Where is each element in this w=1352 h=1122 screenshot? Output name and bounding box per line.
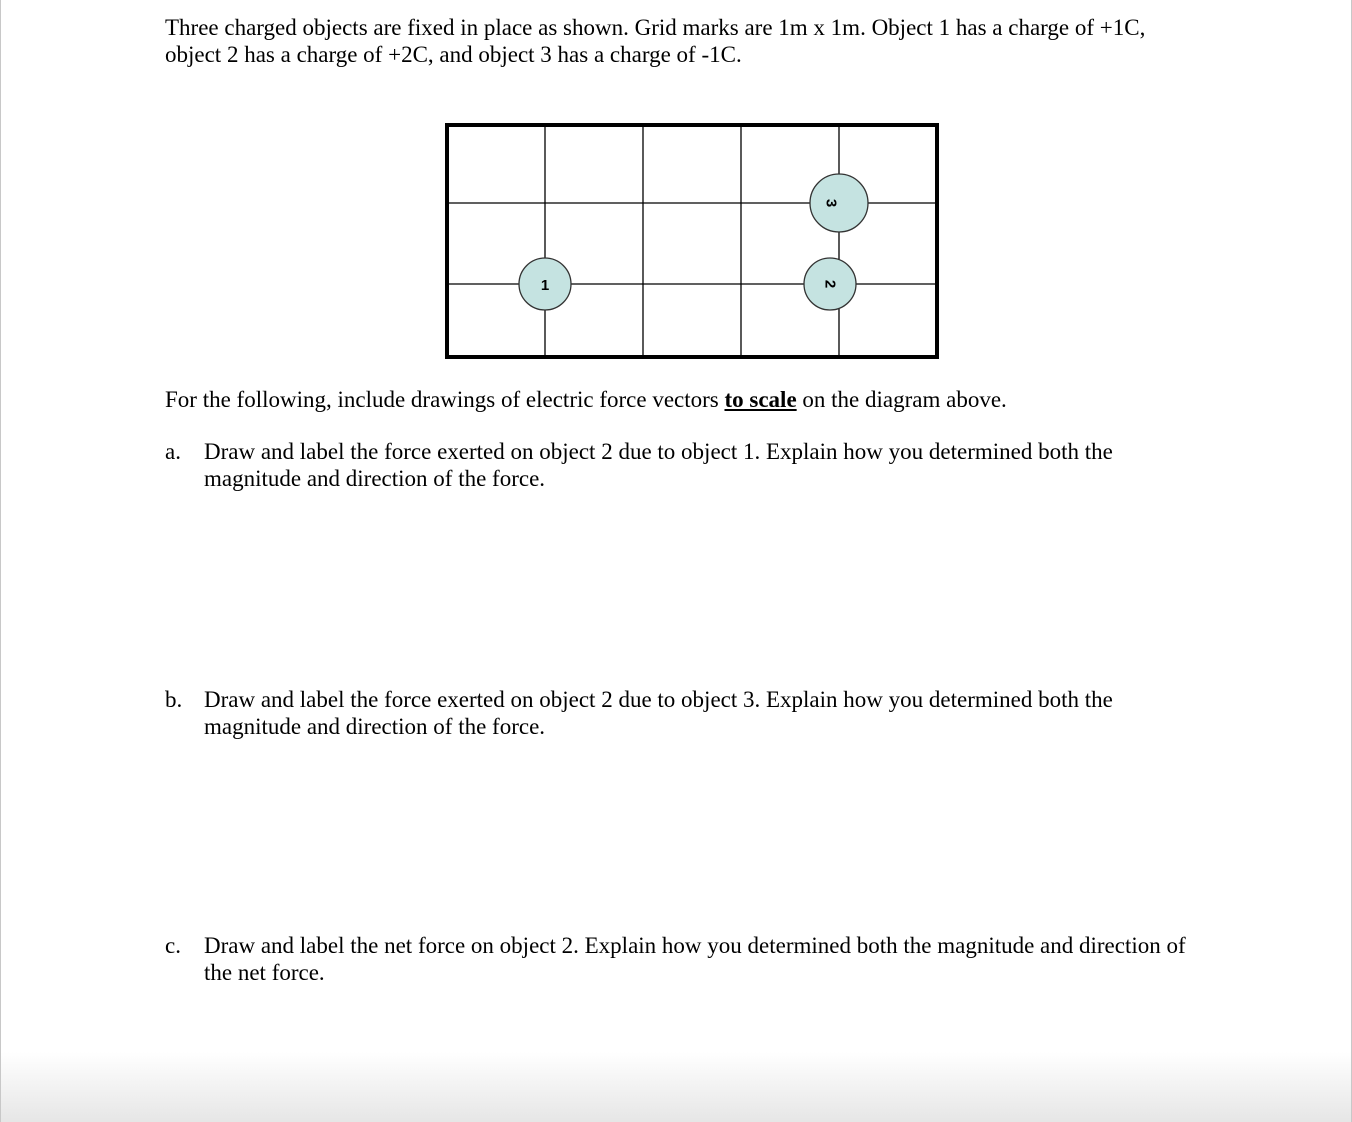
problem-intro: Three charged objects are fixed in place as shown. Grid marks are 1m x 1m. Object 1 has a charge of +1C, object 2 has a charge of +2C, and object 3 has a charge of -1C. xyxy=(165,15,1146,67)
instruction-line xyxy=(165,386,1225,413)
page-bottom-shadow xyxy=(1,1052,1351,1122)
question-marker: c. xyxy=(165,933,181,958)
instruction-emphasis: to scale xyxy=(724,387,797,412)
question-text: Draw and label the net force on object 2. Explain how you determined both the magnitude and direction of the net force. xyxy=(204,933,1186,985)
object-2-label: 2 xyxy=(821,279,839,289)
grid-border xyxy=(447,125,937,357)
question-text: Draw and label the force exerted on object 2 due to object 1. Explain how you determined both the magnitude and direction of the force. xyxy=(204,439,1113,491)
question-text: Draw and label the force exerted on object 2 due to object 3. Explain how you determined both the magnitude and direction of the force. xyxy=(204,687,1113,739)
question-marker: a. xyxy=(165,439,181,464)
object-2 xyxy=(804,258,856,310)
object-1-label: 1 xyxy=(540,277,550,294)
grid-lines xyxy=(447,125,937,357)
object-3 xyxy=(810,174,868,232)
object-1 xyxy=(519,258,571,310)
charge-grid-diagram xyxy=(444,122,940,362)
instruction-text-after: on the diagram above. xyxy=(796,387,1007,412)
object-3-label: 3 xyxy=(822,198,840,208)
instruction-text-before: For the following, include drawings of electric force vectors xyxy=(165,387,725,412)
question-marker: b. xyxy=(165,687,183,712)
